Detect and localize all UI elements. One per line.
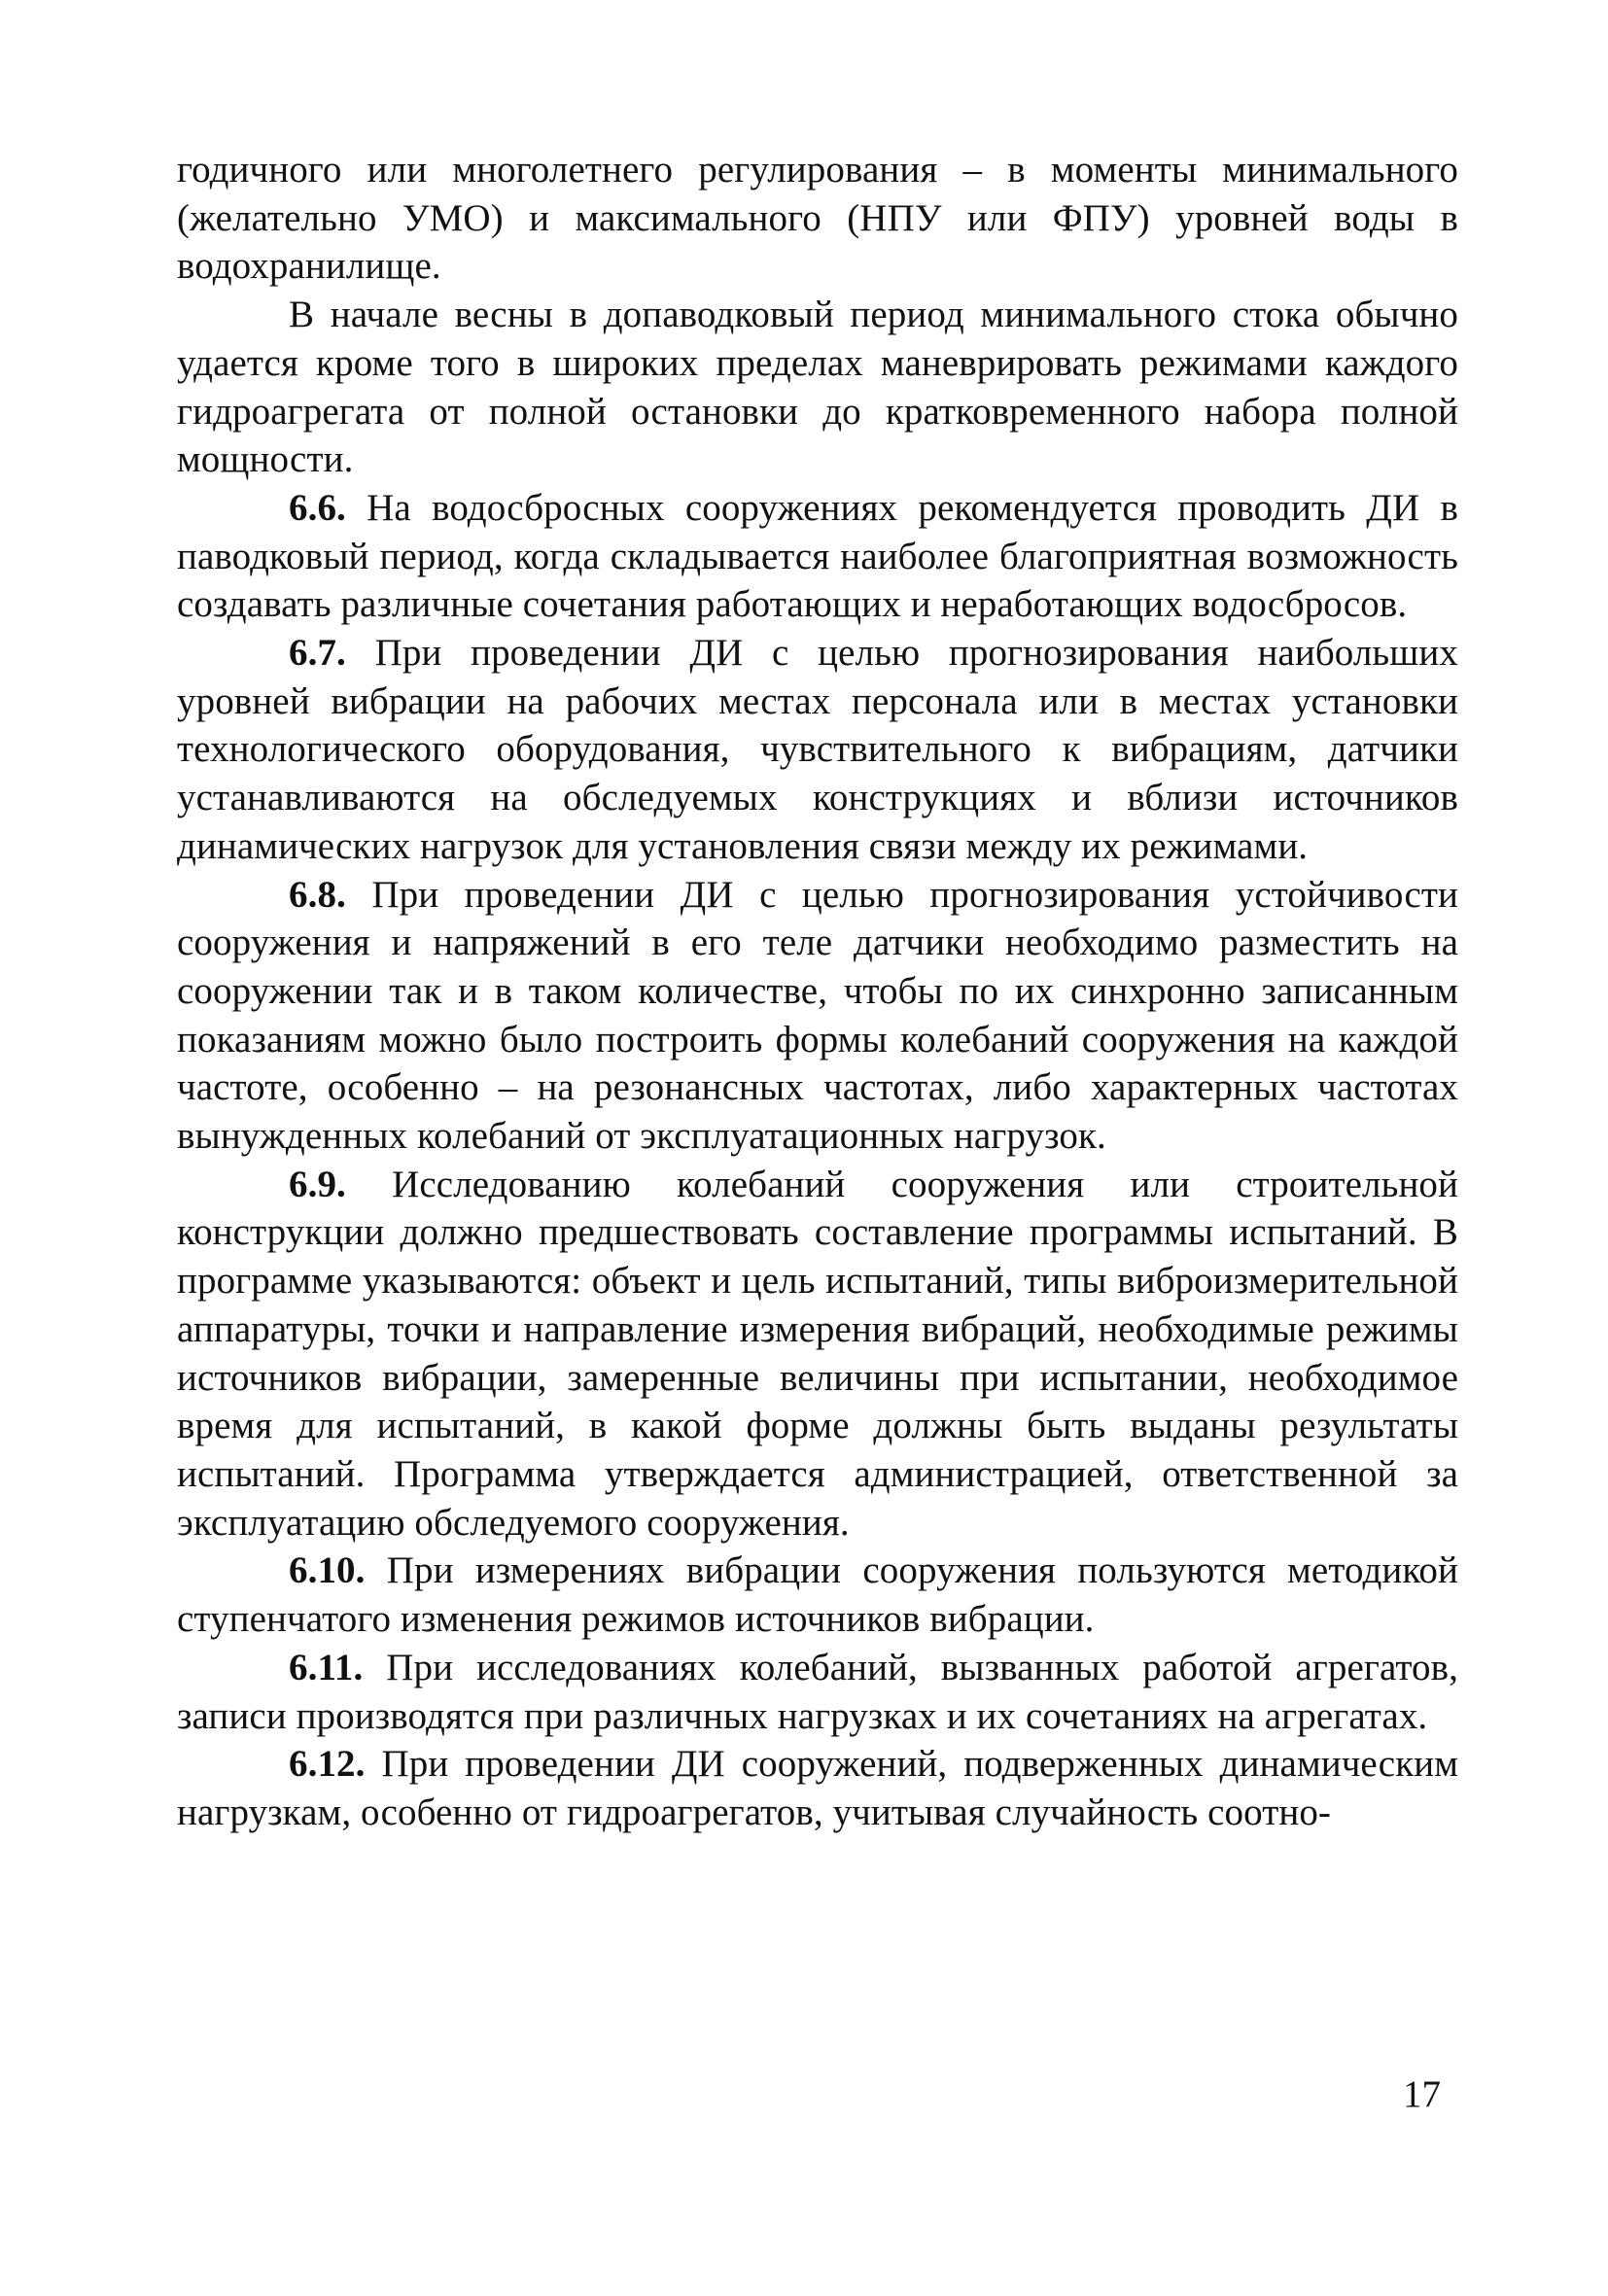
paragraph-spring-period: В начале весны в допаводковый период минимального стока обычно удается кроме того в широких пределах маневрировать режимами каждого гидроагрегата от полной остановки до кратковременного набора полной мощности. xyxy=(177,294,1458,481)
paragraph-6-10: 6.10. При измерениях вибрации сооружения пользуются методикой ступенчатого изменения режимов источников вибрации. xyxy=(177,1549,1458,1641)
page-number: 17 xyxy=(1403,2073,1441,2115)
paragraph-6-8: 6.8. При проведении ДИ с целью прогнозирования устойчивости сооружения и напряжений в его теле датчики необходимо разместить на сооружении так и в таком количестве, чтобы по их синхронно записанным показаниям можно было построить формы колебаний сооружения на каждой частоте, особенно – на резонансных частотах, либо характерных частотах вынужденных колебаний от эксплуатационных нагрузок. xyxy=(177,873,1458,1158)
clause-number: 6.11. xyxy=(289,1646,364,1688)
clause-number: 6.9. xyxy=(289,1163,346,1205)
clause-number: 6.8. xyxy=(289,873,346,916)
paragraph-6-9: 6.9. Исследованию колебаний сооружения или строительной конструкции должно предшествовать составление программы испытаний. В программе указываются: объект и цель испытаний, типы виброизмерительной аппаратуры, точки и направление измерения вибраций, необходимые режимы источников вибрации, замеренные величины при испытании, необходимое время для испытаний, в какой форме должны быть выданы результаты испытаний. Программа утверждается администрацией, ответственной за эксплуатацию обследуемого сооружения. xyxy=(177,1163,1458,1544)
paragraph-continuation: годичного или многолетнего регулирования – в моменты минимального (желательно УМО) и максимального (НПУ или ФПУ) уровней воды в водохранилище. xyxy=(177,149,1458,288)
clause-number: 6.12. xyxy=(289,1743,366,1786)
paragraph-6-12: 6.12. При проведении ДИ сооружений, подверженных динамическим нагрузкам, особенно от гидроагрегатов, учитывая случайность соотно- xyxy=(177,1743,1458,1833)
paragraph-6-7: 6.7. При проведении ДИ с целью прогнозирования наибольших уровней вибрации на рабочих местах персонала или в местах установки технологического оборудования, чувствительного к вибрациям, датчики устанавливаются на обследуемых конструкциях и вблизи источников динамических нагрузок для установления связи между их режимами. xyxy=(177,632,1458,867)
clause-number: 6.7. xyxy=(289,632,346,675)
clause-number: 6.10. xyxy=(289,1549,366,1592)
clause-number: 6.6. xyxy=(289,486,346,529)
body-text xyxy=(177,146,1458,1837)
paragraph-6-11: 6.11. При исследованиях колебаний, вызванных работой агрегатов, записи производятся при различных нагрузках и их сочетаниях на агрегатах. xyxy=(177,1646,1458,1737)
paragraph-6-6: 6.6. На водосбросных сооружениях рекомендуется проводить ДИ в паводковый период, когда складывается наиболее благоприятная возможность создавать различные сочетания работающих и неработающих водосбросов. xyxy=(177,486,1458,626)
